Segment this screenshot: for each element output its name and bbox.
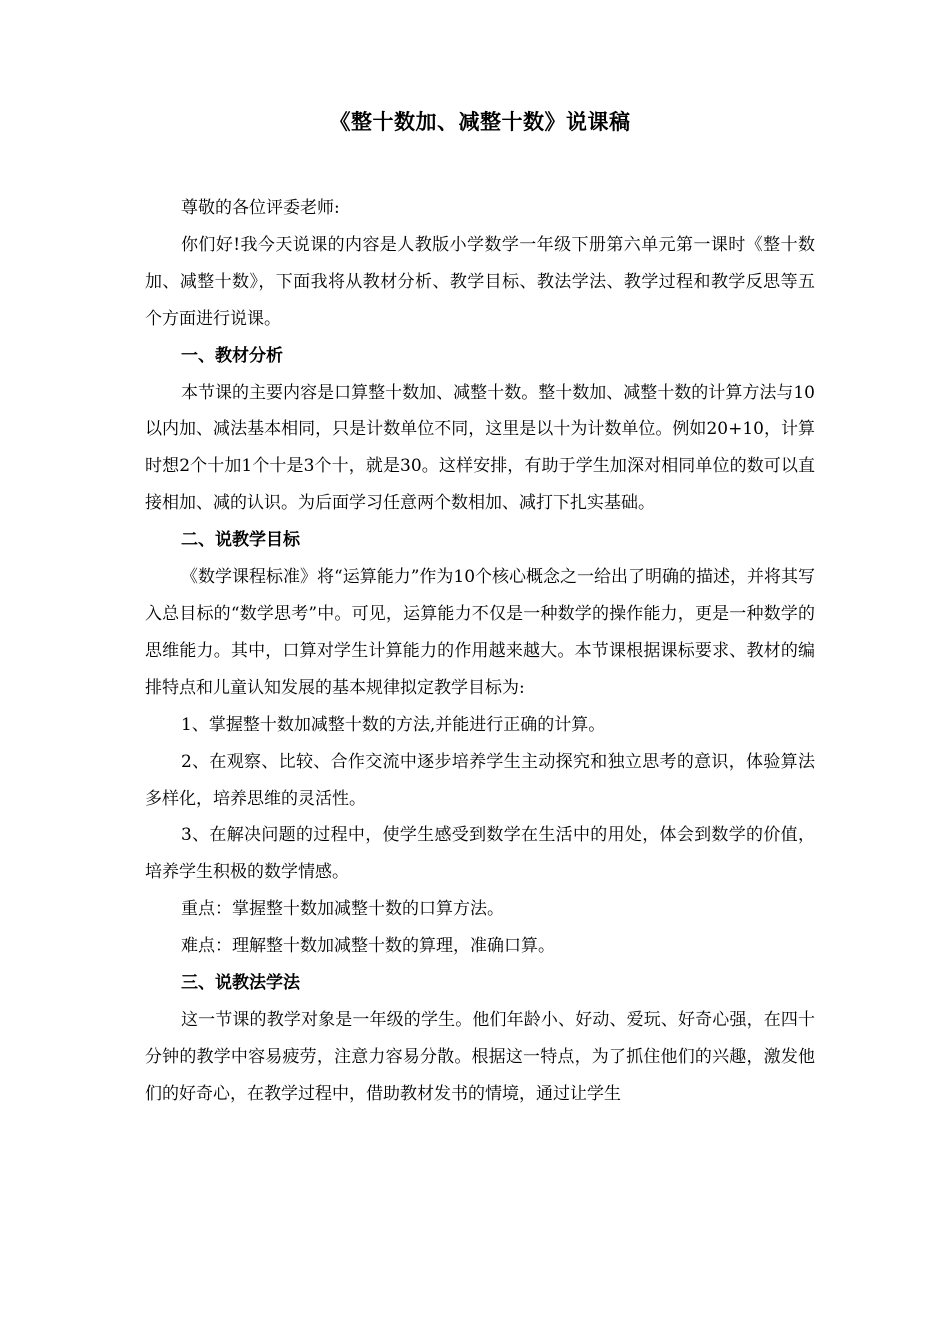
section-heading: 一、教材分析: [181, 345, 283, 366]
paragraph: 2、在观察、比较、合作交流中逐步培养学生主动探究和独立思考的意识，体验算法多样化，培养思维的灵活性。: [145, 751, 815, 809]
paragraph: 这一节课的教学对象是一年级的学生。他们年龄小、好动、爱玩、好奇心强，在四十分钟的教学中容易疲劳，注意力容易分散。根据这一特点，为了抓住他们的兴趣，激发他们的好奇心，在教学过程中，借助教材发书的情境，通过让学生: [145, 1009, 815, 1104]
paragraph: 1、掌握整十数加减整十数的方法,并能进行正确的计算。: [181, 714, 606, 735]
paragraph: 重点：掌握整十数加减整十数的口算方法。: [181, 899, 504, 920]
document-page: [145, 100, 815, 1113]
document-body: [145, 190, 815, 1113]
paragraph: 3、在解决问题的过程中，使学生感受到数学在生活中的用处，体会到数学的价值，培养学生积极的数学情感。: [145, 825, 815, 883]
paragraph: 你们好!我今天说课的内容是人教版小学数学一年级下册第六单元第一课时《整十数加、减整十数》，下面我将从教材分析、教学目标、教法学法、教学过程和教学反思等五个方面进行说课。: [145, 234, 815, 329]
paragraph: 尊敬的各位评委老师:: [181, 198, 340, 218]
section-heading: 三、说教法学法: [181, 973, 300, 994]
document-title: 《整十数加、减整十数》说课稿: [329, 109, 631, 134]
paragraph: 难点：理解整十数加减整十数的算理，准确口算。: [181, 936, 555, 957]
paragraph: 本节课的主要内容是口算整十数加、减整十数。整十数加、减整十数的计算方法与10以内加、减法基本相同，只是计数单位不同，这里是以十为计数单位。例如20+10，计算时想2个十加1个十是3个十，就是30。这样安排，有助于学生加深对相同单位的数可以直接相加、减的认识。为后面学习任意两个数相加、减打下扎实基础。: [145, 382, 815, 514]
section-heading: 二、说教学目标: [181, 530, 300, 551]
paragraph: 《数学课程标准》将“运算能力”作为10个核心概念之一给出了明确的描述，并将其写入总目标的“数学思考”中。可见，运算能力不仅是一种数学的操作能力，更是一种数学的思维能力。其中，口算对学生计算能力的作用越来越大。本节课根据课标要求、教材的编排特点和儿童认知发展的基本规律拟定教学目标为:: [145, 567, 816, 698]
